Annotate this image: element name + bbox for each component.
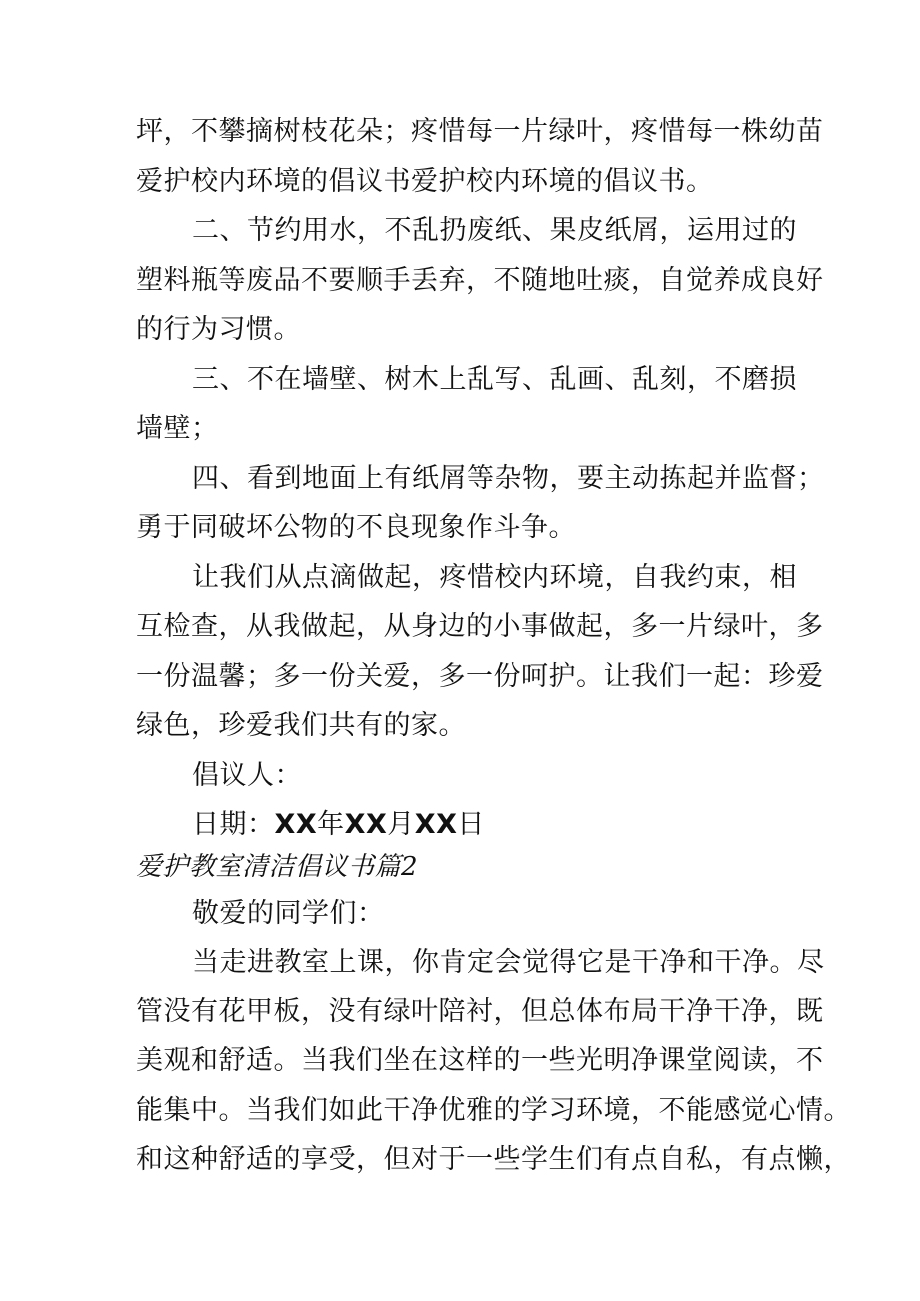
date-month-unit: 月 (387, 809, 415, 840)
text-line: 勇于同破坏公物的不良现象作斗争。 (136, 512, 576, 543)
text-line: 三、不在墙壁、树木上乱写、乱画、乱刻，不磨损 (192, 364, 797, 395)
date-label: 日期： (192, 809, 275, 840)
text-line: 爱护校内环境的倡议书爱护校内环境的倡议书。 (136, 166, 714, 197)
date-day: XX (414, 809, 458, 840)
text-line: 当走进教室上课，你肯定会觉得它是干净和干净。尽 (192, 947, 825, 978)
date-day-unit: 日 (457, 809, 485, 840)
section-title: 爱护教室清洁倡议书篇2 (136, 852, 419, 882)
text-line: 坪，不攀摘树枝花朵；疼惜每一片绿叶，疼惜每一株幼苗 (136, 116, 824, 147)
text-line: 的行为习惯。 (136, 314, 301, 345)
text-line: 一份温馨；多一份关爱，多一份呵护。让我们一起：珍爱 (136, 661, 824, 692)
text-line: 美观和舒适。当我们坐在这样的一些光明净课堂阅读，不 (136, 1045, 824, 1076)
greeting: 敬爱的同学们： (192, 898, 385, 929)
date-line (192, 807, 485, 843)
text-line: 二、节约用水，不乱扔废纸、果皮纸屑，运用过的 (192, 215, 797, 246)
text-line: 墙壁； (136, 413, 219, 444)
signer-line: 倡议人： (192, 760, 302, 791)
text-line: 绿色，珍爱我们共有的家。 (136, 710, 466, 741)
text-line: 让我们从点滴做起，疼惜校内环境，自我约束，相 (192, 562, 797, 593)
text-line: 四、看到地面上有纸屑等杂物，要主动拣起并监督； (192, 463, 825, 494)
text-line: 互检查，从我做起，从身边的小事做起，多一片绿叶，多 (136, 611, 824, 642)
date-year-unit: 年 (317, 809, 345, 840)
text-line: 管没有花甲板，没有绿叶陪衬，但总体布局干净干净，既 (136, 996, 824, 1027)
text-line: 和这种舒适的享受，但对于一些学生们有点自私，有点懒， (136, 1144, 851, 1175)
text-line: 能集中。当我们如此干净优雅的学习环境，不能感觉心情。 (136, 1095, 851, 1126)
text-line: 塑料瓶等废品不要顺手丢弃，不随地吐痰，自觉养成良好 (136, 265, 824, 296)
date-month: XX (344, 809, 388, 840)
date-year: XX (274, 809, 318, 840)
